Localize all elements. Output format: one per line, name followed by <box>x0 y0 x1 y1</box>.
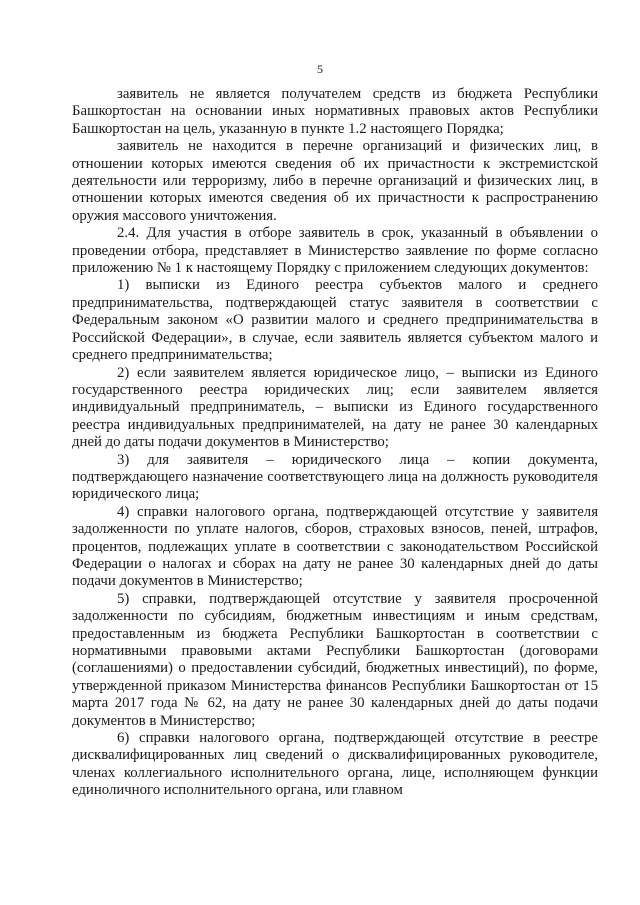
paragraph-item-3: 3) для заявителя – юридического лица – копии документа, подтверждающего назначение соответствующего лица на должность руководителя юридического лица; <box>72 451 598 503</box>
paragraph-section-2-4: 2.4. Для участия в отборе заявитель в срок, указанный в объявлении о проведении отбора, представляет в Министерство заявление по форме согласно приложению № 1 к настоящему Порядку с приложением следующих документов: <box>72 225 598 277</box>
paragraph-item-4: 4) справки налогового органа, подтверждающей отсутствие у заявителя задолженности по уплате налогов, сборов, страховых взносов, пеней, штрафов, процентов, подлежащих уплате в соответствии с законодательством Российской Федерации о налогах и сборах на дату не ранее 30 календарных дней до даты подачи документов в Министерство; <box>72 503 598 590</box>
paragraph-not-in-list: заявитель не находится в перечне организаций и физических лиц, в отношении которых имеются сведения об их причастности к экстремистской деятельности или терроризму, либо в перечне организаций и физических лиц, в отношении которых имеются сведения об их причастности к распространению оружия массового уничтожения. <box>72 138 598 224</box>
paragraph-item-1: 1) выписки из Единого реестра субъектов малого и среднего предпринимательства, подтверждающей статус заявителя в соответствии с Федеральным законом «О развитии малого и среднего предпринимательства в Российской Федерации», в случае, если заявитель является субъектом малого и среднего предпринимательства; <box>72 277 598 364</box>
paragraph-not-recipient: заявитель не является получателем средств из бюджета Республики Башкортостан на основании иных нормативных правовых актов Республики Башкортостан на цель, указанную в пункте 1.2 настоящего Порядка; <box>72 86 598 137</box>
document-body <box>72 86 598 800</box>
page-number: 5 <box>317 62 323 76</box>
paragraph-item-5: 5) справки, подтверждающей отсутствие у заявителя просроченной задолженности по субсидиям, бюджетным инвестициям и иным средствам, предоставленным из бюджета Республики Башкортостан в соответствии с нормативными правовыми актами Республики Башкортостан (договорами (соглашениями) о предоставлении субсидий, бюджетных инвестиций), по форме, утвержденной приказом Министерства финансов Республики Башкортостан от 15 марта 2017 года № 62, на дату не ранее 30 календарных дней до даты подачи документов в Министерство; <box>72 590 598 729</box>
paragraph-item-2: 2) если заявителем является юридическое лицо, – выписки из Единого государственного реестра юридических лиц; если заявителем является индивидуальный предприниматель, – выписки из Единого государственного реестра индивидуальных предпринимателей, на дату не ранее 30 календарных дней до даты подачи документов в Министерство; <box>72 364 598 451</box>
paragraph-item-6: 6) справки налогового органа, подтверждающей отсутствие в реестре дисквалифицированных лиц сведений о дисквалифицированных руководителе, членах коллегиального исполнительного органа, лице, исполняющем функции единоличного исполнительного органа, или главном <box>72 730 598 799</box>
